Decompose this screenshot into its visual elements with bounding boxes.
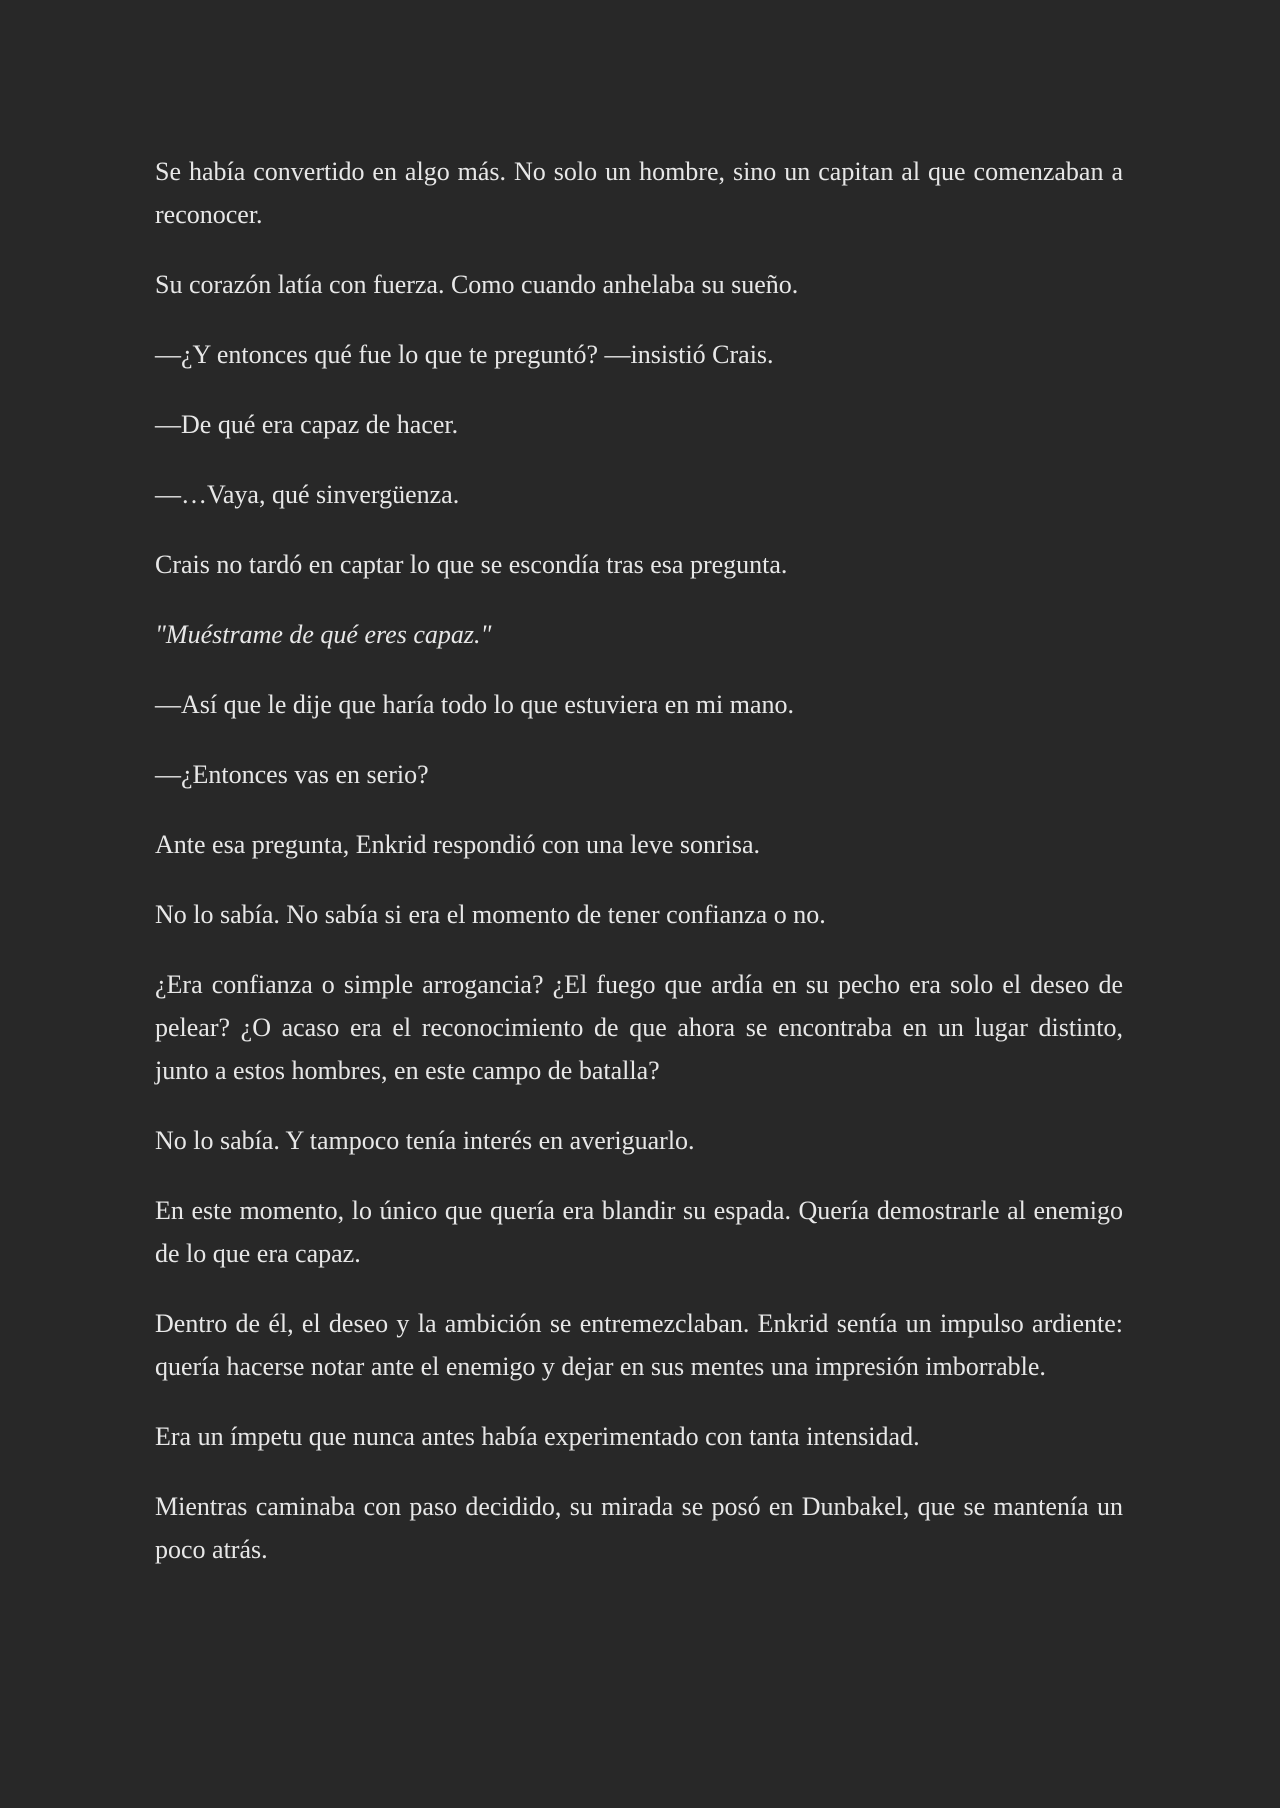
paragraph-9: —¿Entonces vas en serio? [155, 760, 429, 789]
paragraph-8: —Así que le dije que haría todo lo que estuviera en mi mano. [155, 690, 794, 719]
paragraph-5: —…Vaya, qué sinvergüenza. [155, 480, 460, 509]
paragraph-4: —De qué era capaz de hacer. [155, 410, 459, 439]
paragraph-7-italic-quote: "Muéstrame de qué eres capaz." [155, 620, 492, 649]
paragraph-10: Ante esa pregunta, Enkrid respondió con una leve sonrisa. [155, 830, 761, 859]
reader-page [155, 150, 1123, 1598]
paragraph-16: Era un ímpetu que nunca antes había experimentado con tanta intensidad. [155, 1422, 920, 1451]
paragraph-17: Mientras caminaba con paso decidido, su mirada se posó en Dunbakel, que se mantenía un poco atrás. [155, 1492, 1123, 1564]
paragraph-15: Dentro de él, el deseo y la ambición se entremezclaban. Enkrid sentía un impulso ardiente: quería hacerse notar ante el enemigo y dejar en sus mentes una impresión imborrable. [155, 1309, 1123, 1381]
paragraph-14: En este momento, lo único que quería era blandir su espada. Quería demostrarle al enemigo de lo que era capaz. [155, 1196, 1123, 1268]
paragraph-2: Su corazón latía con fuerza. Como cuando anhelaba su sueño. [155, 270, 799, 299]
paragraph-6: Crais no tardó en captar lo que se escondía tras esa pregunta. [155, 550, 788, 579]
paragraph-12: ¿Era confianza o simple arrogancia? ¿El fuego que ardía en su pecho era solo el deseo de pelear? ¿O acaso era el reconocimiento de que ahora se encontraba en un lugar distinto, junto a estos hombres, en este campo de batalla? [155, 970, 1123, 1085]
paragraph-13: No lo sabía. Y tampoco tenía interés en averiguarlo. [155, 1126, 695, 1155]
paragraph-11: No lo sabía. No sabía si era el momento de tener confianza o no. [155, 900, 826, 929]
paragraph-1: Se había convertido en algo más. No solo un hombre, sino un capitan al que comenzaban a reconocer. [155, 157, 1123, 229]
paragraph-3: —¿Y entonces qué fue lo que te preguntó? —insistió Crais. [155, 340, 774, 369]
